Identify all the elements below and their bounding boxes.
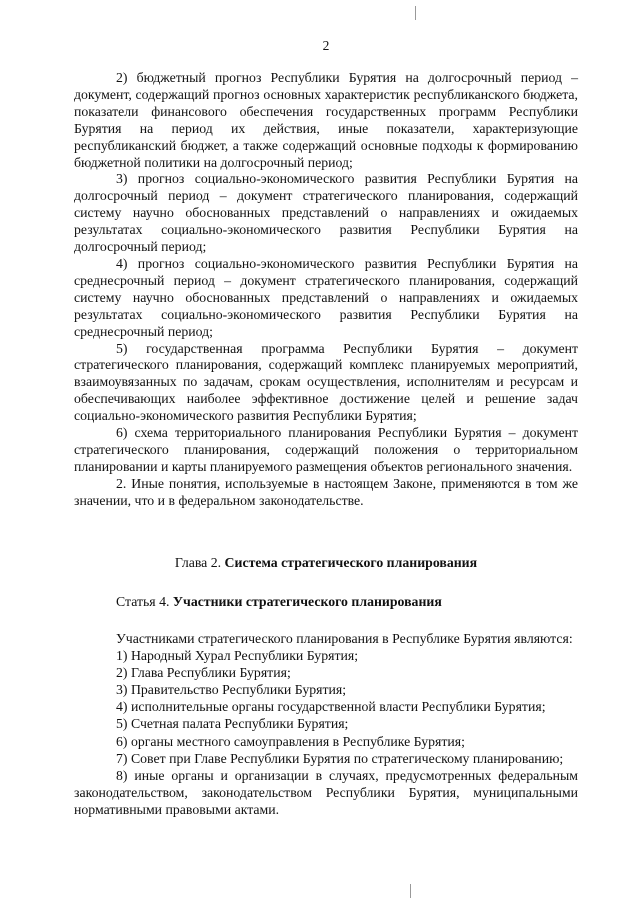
scan-mark [410, 884, 411, 898]
paragraph-other-concepts: 2. Иные понятия, используемые в настоящем Законе, применяются в том же значении, что и в федеральном законодательстве. [74, 475, 578, 508]
participants-list [74, 630, 578, 818]
list-item: 4) исполнительные органы государственной власти Республики Бурятия; [116, 699, 546, 715]
article-title: Участники стратегического планирования [172, 594, 442, 609]
participants-intro: Участниками стратегического планирования в Республике Бурятия являются: [116, 631, 573, 646]
paragraph-territorial-scheme: 6) схема территориального планирования Республики Бурятия – документ стратегического планирования, содержащий положения о территориальном планировании и карты планируемого размещения объектов регионального значения. [74, 425, 578, 474]
definitions-section [74, 70, 578, 510]
list-item: 7) Совет при Главе Республики Бурятия по стратегическому планированию; [116, 750, 564, 766]
chapter-heading [74, 554, 578, 571]
page-number: 2 [322, 38, 330, 53]
list-item: 1) Народный Хурал Республики Бурятия; [116, 648, 359, 664]
paragraph-longterm-forecast: 3) прогноз социально-экономического развития Республики Бурятия на долгосрочный период – документ стратегического планирования, содержащий систему научно обоснованных представлений о направлениях и ожидаемых результатах социально-экономического развития Республики Бурятия на долгосрочный период; [74, 171, 578, 255]
list-item: 8) иные органы и организации в случаях, предусмотренных федеральным законодательством, законодательством Республики Бурятия, муниципальными нормативными правовыми актами. [74, 767, 578, 817]
paragraph-state-program: 5) государственная программа Республики Бурятия – документ стратегического планирования, содержащий комплекс планируемых мероприятий, взаимоувязанных по задачам, срокам осуществления, исполнителям и ресурсам и обеспечивающих наиболее эффективное достижение целей и решение задач социально-экономического развития Республики Бурятия; [74, 340, 578, 424]
chapter-prefix: Глава 2. [174, 555, 222, 570]
chapter-title: Система стратегического планирования [224, 555, 478, 570]
paragraph-budget-forecast: 2) бюджетный прогноз Республики Бурятия на долгосрочный период – документ, содержащий прогноз основных характеристик республиканского бюджета, показатели финансового обеспечения государственных программ Республики Бурятия на период их действия, иные показатели, характеризующие республиканский бюджет, а также содержащий основные подходы к формированию бюджетной политики на долгосрочный период; [74, 70, 578, 170]
scan-mark [415, 6, 416, 20]
list-item: 2) Глава Республики Бурятия; [116, 665, 291, 681]
list-item: 5) Счетная палата Республики Бурятия; [116, 716, 349, 732]
list-item: 3) Правительство Республики Бурятия; [116, 682, 347, 698]
paragraph-midterm-forecast: 4) прогноз социально-экономического развития Республики Бурятия на среднесрочный период – документ стратегического планирования, содержащий систему научно обоснованных представлений о направлениях и ожидаемых результатах социально-экономического развития Республики Бурятия на среднесрочный период; [74, 255, 578, 339]
article-prefix: Статья 4. [116, 594, 170, 609]
list-item: 6) органы местного самоуправления в Республике Бурятия; [116, 733, 465, 749]
article-heading [116, 593, 442, 610]
